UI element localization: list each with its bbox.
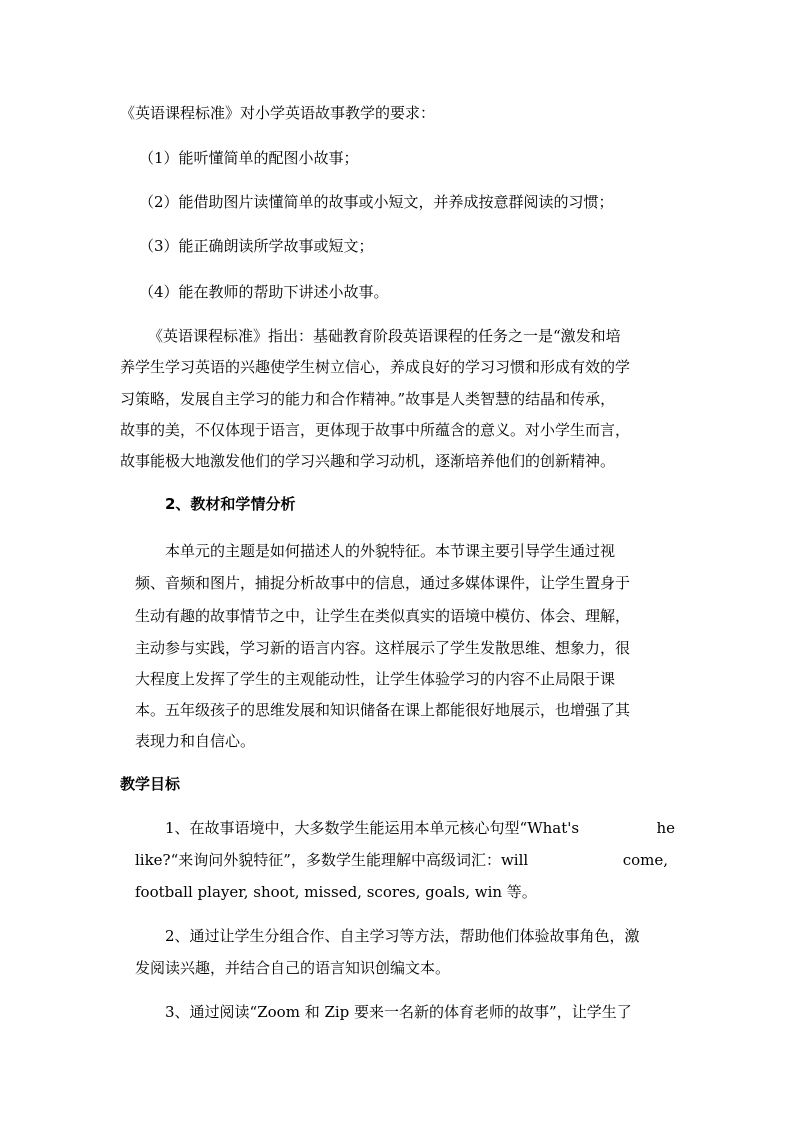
paragraph-line: 故事能极大地激发他们的学习兴趣和学习动机，逐渐培养他们的创新精神。	[120, 452, 616, 470]
paragraph-line: 大程度上发挥了学生的主观能动性，让学生体验学习的内容不止局限于课	[135, 670, 616, 688]
goal-line	[165, 818, 675, 838]
goal-line: football player, shoot, missed, scores, goals, win 等。	[135, 883, 537, 901]
goal-line: 3、通过阅读“Zoom 和 Zip 要来一名新的体育老师的故事”，让学生了	[165, 1003, 632, 1021]
goal-line-text: come,	[622, 851, 668, 869]
paragraph-line: 生动有趣的故事情节之中，让学生在类似真实的语境中模仿、体会、理解，	[135, 607, 631, 625]
paragraph-line: 表现力和自信心。	[135, 732, 256, 750]
section-heading: 2、教材和学情分析	[165, 495, 296, 513]
goals-heading: 教学目标	[120, 775, 181, 793]
paragraph-line: 频、音频和图片，捕捉分析故事中的信息，通过多媒体课件，让学生置身于	[135, 574, 631, 592]
paragraph-line: 主动参与实践，学习新的语言内容。这样展示了学生发散思维、想象力，很	[135, 639, 631, 657]
requirement-item: （1）能听懂简单的配图小故事；	[139, 149, 359, 167]
goal-line: 2、通过让学生分组合作、自主学习等方法，帮助他们体验故事角色，激	[165, 927, 640, 945]
goal-line	[135, 850, 668, 870]
paragraph-line: 本单元的主题是如何描述人的外貌特征。本节课主要引导学生通过视	[165, 542, 616, 560]
paragraph-line: 《英语课程标准》指出：基础教育阶段英语课程的任务之一是“激发和培	[148, 327, 621, 345]
requirement-item: （3）能正确朗读所学故事或短文；	[139, 237, 374, 255]
paragraph-line: 故事的美，不仅体现于语言，更体现于故事中所蕴含的意义。对小学生而言，	[120, 421, 631, 439]
requirement-item: （4）能在教师的帮助下讲述小故事。	[139, 283, 389, 301]
goal-line: 发阅读兴趣，并结合自己的语言知识创编文本。	[135, 959, 451, 977]
paragraph-line: 本。五年级孩子的思维发展和知识储备在课上都能很好地展示，也增强了其	[135, 701, 631, 719]
requirement-item: （2）能借助图片读懂简单的故事或小短文，并养成按意群阅读的习惯；	[139, 193, 614, 211]
goal-line-text: like?“来询问外貌特征”，多数学生能理解中高级词汇：will	[135, 851, 529, 869]
paragraph-line: 养学生学习英语的兴趣使学生树立信心，养成良好的学习习惯和形成有效的学	[120, 358, 631, 376]
goal-line-text: 1、在故事语境中，大多数学生能运用本单元核心句型“What's	[165, 819, 580, 837]
standard-title: 《英语课程标准》对小学英语故事教学的要求：	[120, 104, 436, 122]
paragraph-line: 习策略，发展自主学习的能力和合作精神。”故事是人类智慧的结晶和传承，	[120, 390, 616, 408]
goal-line-text: he	[656, 819, 675, 837]
